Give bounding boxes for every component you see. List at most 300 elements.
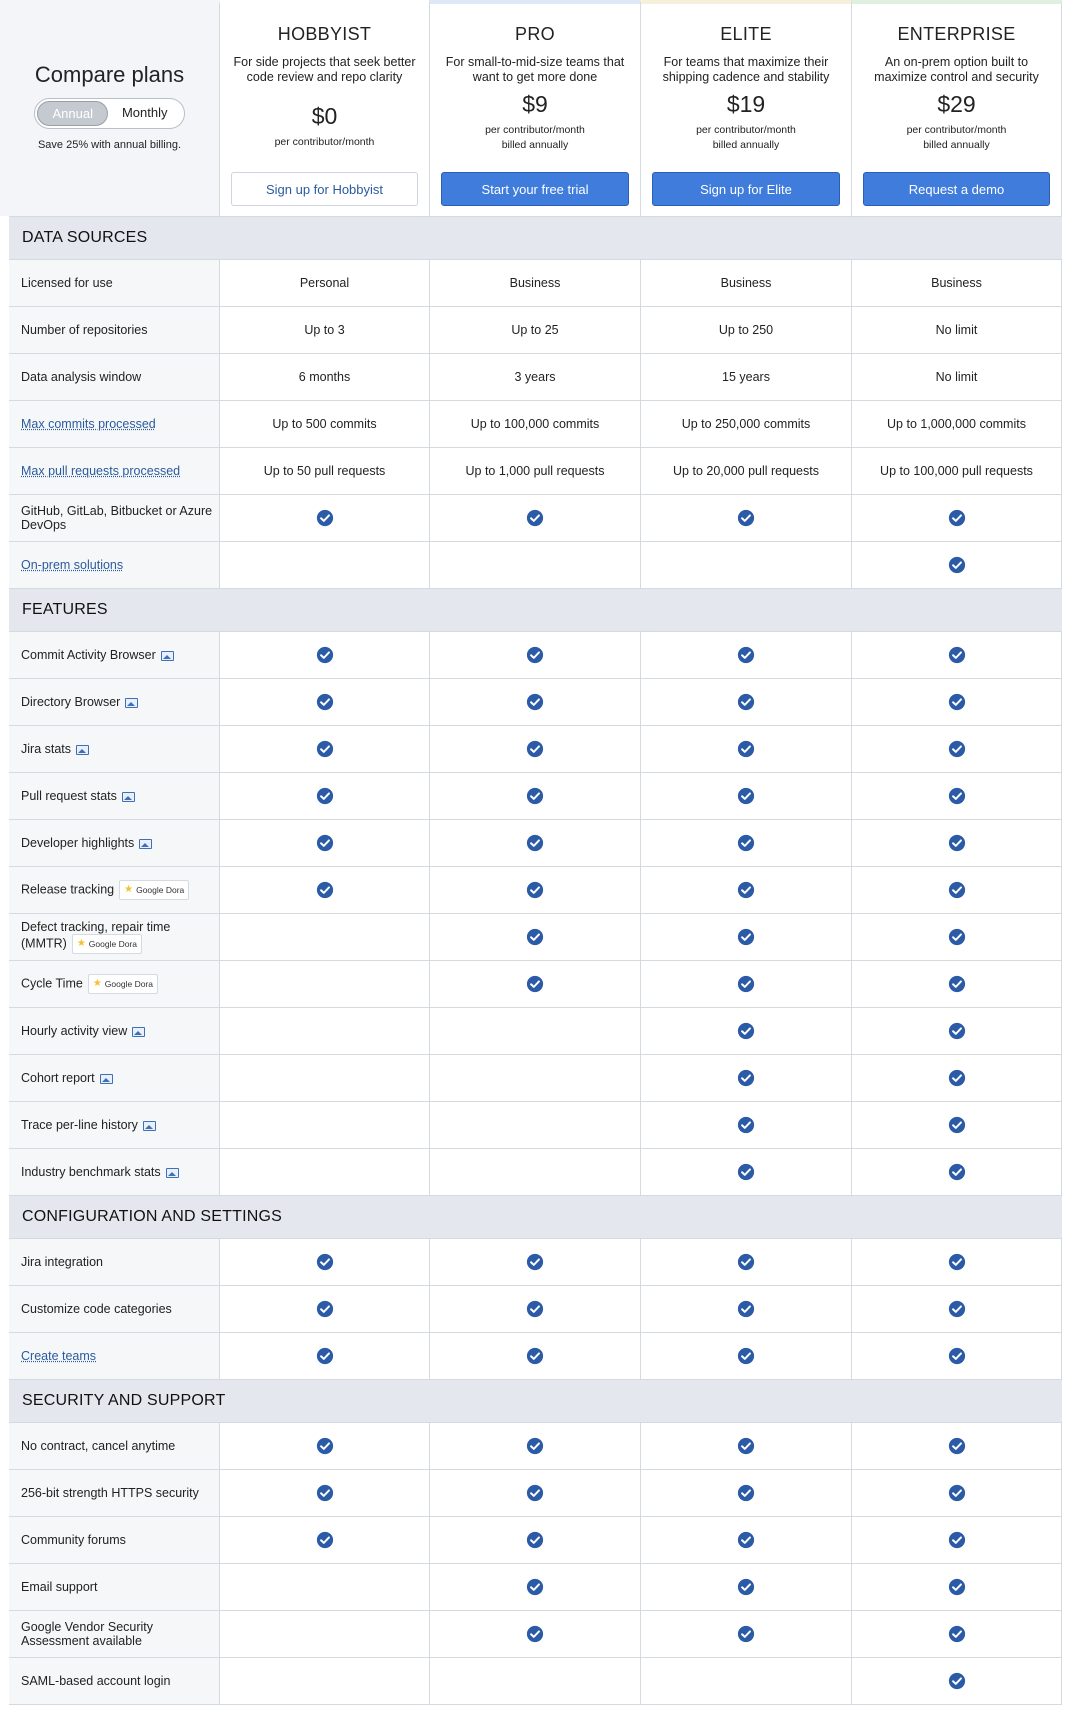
check-icon: [316, 693, 334, 711]
check-icon: [737, 881, 755, 899]
check-cell: [851, 1239, 1062, 1285]
sign-up-elite-button[interactable]: Sign up for Elite: [652, 172, 840, 206]
check-cell: [851, 1658, 1062, 1704]
plan-billed: billed annually: [712, 139, 780, 151]
plan-per-unit: per contributor/month: [485, 124, 585, 136]
empty-cell: [219, 1564, 429, 1610]
row-label[interactable]: [9, 1333, 219, 1379]
check-cell: [219, 726, 429, 772]
check-icon: [526, 1531, 544, 1549]
check-cell: [429, 1286, 640, 1332]
check-icon: [526, 975, 544, 993]
check-cell: [640, 1333, 851, 1379]
check-cell: [851, 1286, 1062, 1332]
row-label: [9, 1470, 219, 1516]
table-row: [9, 1054, 1062, 1101]
empty-cell: [219, 1149, 429, 1195]
check-icon: [948, 509, 966, 527]
plan-elite: [640, 0, 851, 216]
plan-enterprise: [851, 0, 1062, 216]
check-cell: [429, 867, 640, 913]
row-label-text: Defect tracking, repair time (MMTR): [21, 920, 171, 951]
check-icon: [948, 1300, 966, 1318]
table-row: [9, 1657, 1062, 1704]
check-icon: [737, 1116, 755, 1134]
check-cell: [640, 632, 851, 678]
check-cell: [429, 1470, 640, 1516]
table-row: [9, 306, 1062, 353]
check-icon: [948, 556, 966, 574]
table-row: [9, 494, 1062, 541]
check-cell: [851, 1564, 1062, 1610]
check-cell: [429, 1517, 640, 1563]
check-cell: [851, 1470, 1062, 1516]
check-icon: [737, 1300, 755, 1318]
check-cell: [219, 1423, 429, 1469]
check-cell: [851, 495, 1062, 541]
empty-cell: [429, 1008, 640, 1054]
plan-name: ENTERPRISE: [897, 24, 1016, 44]
check-cell: [640, 961, 851, 1007]
image-preview-icon[interactable]: [132, 1027, 145, 1037]
check-cell: [429, 914, 640, 960]
plan-name: ELITE: [720, 24, 772, 44]
check-cell: [851, 1149, 1062, 1195]
star-icon: ★: [124, 884, 134, 895]
row-label-text: Customize code categories: [21, 1302, 172, 1316]
plan-desc: For teams that maximize their shipping cadence and stability: [662, 55, 830, 84]
check-icon: [948, 740, 966, 758]
row-label: [9, 1517, 219, 1563]
empty-cell: [429, 1055, 640, 1101]
row-label: [9, 1055, 219, 1101]
check-icon: [737, 1578, 755, 1596]
check-icon: [737, 928, 755, 946]
row-label: [9, 632, 219, 678]
check-icon: [737, 1437, 755, 1455]
plan-price: $0: [311, 103, 338, 129]
check-cell: [640, 820, 851, 866]
empty-cell: [429, 542, 640, 588]
row-label-text: Release tracking: [21, 882, 115, 897]
check-icon: [316, 881, 334, 899]
row-label: [9, 1564, 219, 1610]
value-cell: Up to 500 commits: [219, 401, 429, 447]
check-cell: [851, 679, 1062, 725]
plan-price: $9: [522, 91, 548, 117]
row-label: [9, 961, 219, 1007]
save-note: Save 25% with annual billing.: [37, 139, 182, 151]
check-cell: [851, 773, 1062, 819]
check-cell: [851, 1611, 1062, 1657]
table-row: [9, 1285, 1062, 1332]
empty-cell: [219, 1008, 429, 1054]
row-label-text: Directory Browser: [21, 695, 121, 709]
table-row: [9, 819, 1062, 866]
check-icon: [526, 1484, 544, 1502]
empty-cell: [219, 961, 429, 1007]
row-label: [9, 307, 219, 353]
row-label-text: Hourly activity view: [21, 1024, 128, 1038]
empty-cell: [219, 1658, 429, 1704]
check-cell: [851, 820, 1062, 866]
check-cell: [219, 1470, 429, 1516]
table-row: [9, 725, 1062, 772]
check-icon: [737, 1069, 755, 1087]
check-cell: [640, 1286, 851, 1332]
row-label: [9, 726, 219, 772]
toggle-annual[interactable]: Annual: [37, 101, 107, 126]
row-label-text: SAML-based account login: [21, 1674, 171, 1688]
row-label-text: Pull request stats: [21, 789, 117, 803]
value-cell: Up to 250: [640, 307, 851, 353]
value-cell: Up to 100,000 pull requests: [851, 448, 1062, 494]
check-cell: [640, 1564, 851, 1610]
check-cell: [219, 1517, 429, 1563]
check-icon: [737, 1531, 755, 1549]
row-label-text: No contract, cancel anytime: [21, 1439, 176, 1453]
plan-per: per contributor/month: [274, 136, 375, 148]
empty-cell: [429, 1102, 640, 1148]
plan-hobbyist: [219, 0, 429, 216]
check-cell: [640, 495, 851, 541]
check-icon: [737, 509, 755, 527]
table-row: [9, 1469, 1062, 1516]
table-row: [9, 1007, 1062, 1054]
image-preview-icon[interactable]: [139, 839, 152, 849]
check-cell: [851, 632, 1062, 678]
check-icon: [948, 1253, 966, 1271]
check-icon: [526, 787, 544, 805]
table-row: [9, 1563, 1062, 1610]
check-icon: [948, 787, 966, 805]
sign-up-hobbyist-button[interactable]: Sign up for Hobbyist: [231, 172, 418, 206]
check-icon: [316, 787, 334, 805]
table-row: [9, 1332, 1062, 1379]
table-row: [9, 1238, 1062, 1285]
row-label: [9, 1658, 219, 1704]
row-label-text: GitHub, GitLab, Bitbucket or Azure DevOps: [21, 504, 213, 532]
row-label: [9, 1149, 219, 1195]
check-cell: [429, 495, 640, 541]
image-preview-icon[interactable]: [76, 745, 89, 755]
google-dora-badge: [88, 974, 158, 994]
check-cell: [640, 914, 851, 960]
check-cell: [640, 773, 851, 819]
check-cell: [640, 1517, 851, 1563]
image-preview-icon[interactable]: [122, 792, 135, 802]
check-icon: [948, 1116, 966, 1134]
check-icon: [316, 1253, 334, 1271]
check-icon: [526, 834, 544, 852]
empty-cell: [640, 542, 851, 588]
value-cell: 6 months: [219, 354, 429, 400]
check-cell: [219, 867, 429, 913]
row-label-text: Trace per-line history: [21, 1118, 138, 1132]
image-preview-icon[interactable]: [161, 651, 174, 661]
check-icon: [948, 881, 966, 899]
check-cell: [851, 1102, 1062, 1148]
google-dora-badge: [119, 880, 189, 900]
table-row: [9, 631, 1062, 678]
empty-cell: [219, 542, 429, 588]
check-cell: [851, 961, 1062, 1007]
check-cell: [429, 773, 640, 819]
value-cell: Up to 20,000 pull requests: [640, 448, 851, 494]
check-icon: [737, 1625, 755, 1643]
check-cell: [219, 1286, 429, 1332]
billing-toggle[interactable]: [34, 98, 184, 129]
check-cell: [219, 632, 429, 678]
empty-cell: [429, 1658, 640, 1704]
check-icon: [316, 1531, 334, 1549]
check-cell: [219, 820, 429, 866]
check-cell: [851, 867, 1062, 913]
check-icon: [737, 693, 755, 711]
google-dora-badge: [72, 934, 142, 954]
row-label: [9, 354, 219, 400]
dora-label: Google Dora: [88, 939, 137, 949]
image-preview-icon[interactable]: [125, 698, 138, 708]
check-icon: [948, 1578, 966, 1596]
check-icon: [737, 740, 755, 758]
table-row: [9, 1422, 1062, 1469]
value-cell: Up to 50 pull requests: [219, 448, 429, 494]
row-label-text: Google Vendor Security Assessment available: [21, 1620, 154, 1648]
plan-price: $19: [726, 91, 766, 117]
check-cell: [640, 1055, 851, 1101]
check-icon: [526, 881, 544, 899]
check-cell: [219, 1239, 429, 1285]
check-icon: [737, 1022, 755, 1040]
check-cell: [640, 1102, 851, 1148]
check-cell: [851, 726, 1062, 772]
check-cell: [851, 1517, 1062, 1563]
check-icon: [526, 1625, 544, 1643]
check-cell: [429, 679, 640, 725]
check-cell: [429, 1611, 640, 1657]
plan-per: [696, 123, 796, 153]
row-label[interactable]: [9, 542, 219, 588]
image-preview-icon[interactable]: [100, 1074, 113, 1084]
check-icon: [316, 509, 334, 527]
row-label-link[interactable]: Max commits processed: [21, 417, 156, 431]
row-label: [9, 1102, 219, 1148]
check-icon: [526, 740, 544, 758]
section-header: FEATURES: [9, 588, 1062, 631]
check-icon: [737, 834, 755, 852]
table-row: [9, 1610, 1062, 1657]
star-icon: ★: [92, 978, 102, 989]
check-icon: [948, 646, 966, 664]
plan-billed: billed annually: [923, 139, 990, 151]
table-row: [9, 913, 1062, 960]
check-icon: [526, 1347, 544, 1365]
value-cell: Up to 3: [219, 307, 429, 353]
table-row: [9, 259, 1062, 306]
check-icon: [948, 975, 966, 993]
plan-billed: billed annually: [501, 139, 569, 151]
row-label-text: Cohort report: [21, 1071, 95, 1085]
check-icon: [948, 1484, 966, 1502]
row-label: [9, 1008, 219, 1054]
check-cell: [640, 867, 851, 913]
check-icon: [316, 1300, 334, 1318]
check-cell: [851, 542, 1062, 588]
row-label-text: 256-bit strength HTTPS security: [21, 1486, 199, 1500]
row-label: [9, 495, 219, 541]
check-icon: [526, 509, 544, 527]
image-preview-icon[interactable]: [166, 1168, 179, 1178]
check-cell: [640, 1008, 851, 1054]
section-header: DATA SOURCES: [9, 216, 1062, 259]
row-label: [9, 260, 219, 306]
row-label: [9, 820, 219, 866]
row-label-link[interactable]: Max pull requests processed: [21, 464, 181, 478]
value-cell: 3 years: [429, 354, 640, 400]
request-demo-button[interactable]: Request a demo: [863, 172, 1050, 206]
plan-per: [907, 123, 1007, 153]
row-label[interactable]: [9, 401, 219, 447]
check-icon: [737, 1484, 755, 1502]
value-cell: Up to 100,000 commits: [429, 401, 640, 447]
check-cell: [851, 914, 1062, 960]
check-icon: [948, 1347, 966, 1365]
check-cell: [851, 1008, 1062, 1054]
row-label: [9, 1423, 219, 1469]
plan-desc: For small-to-mid-size teams that want to get more done: [445, 55, 625, 84]
plan-name: HOBBYIST: [277, 24, 372, 44]
row-label-text: Jira integration: [21, 1255, 103, 1269]
empty-cell: [219, 914, 429, 960]
dora-label: Google Dora: [136, 885, 185, 895]
star-icon: ★: [76, 938, 86, 949]
table-row: [9, 400, 1062, 447]
check-cell: [429, 1423, 640, 1469]
row-label: [9, 1286, 219, 1332]
check-icon: [737, 787, 755, 805]
check-icon: [948, 1625, 966, 1643]
row-label-text: Number of repositories: [21, 323, 148, 337]
value-cell: No limit: [851, 354, 1062, 400]
empty-cell: [429, 1149, 640, 1195]
row-label-text: Cycle Time: [21, 976, 83, 991]
plan-desc: For side projects that seek better code review and repo clarity: [233, 55, 416, 84]
check-cell: [429, 1564, 640, 1610]
check-icon: [948, 1022, 966, 1040]
table-row: [9, 678, 1062, 725]
check-icon: [316, 1437, 334, 1455]
row-label-text: Industry benchmark stats: [21, 1165, 161, 1179]
check-icon: [526, 928, 544, 946]
row-label-text: Jira stats: [21, 742, 72, 756]
row-label-text: Email support: [21, 1580, 98, 1594]
table-row: [9, 541, 1062, 588]
value-cell: No limit: [851, 307, 1062, 353]
check-icon: [737, 975, 755, 993]
image-preview-icon[interactable]: [143, 1121, 156, 1131]
check-cell: [851, 1055, 1062, 1101]
empty-cell: [219, 1611, 429, 1657]
check-cell: [219, 773, 429, 819]
check-cell: [429, 820, 640, 866]
check-cell: [429, 961, 640, 1007]
dora-label: Google Dora: [104, 979, 153, 989]
check-icon: [948, 693, 966, 711]
table-row: [9, 1516, 1062, 1563]
empty-cell: [640, 1658, 851, 1704]
value-cell: Up to 250,000 commits: [640, 401, 851, 447]
row-label: [9, 914, 219, 960]
plan-per-unit: per contributor/month: [906, 124, 1007, 136]
row-label-text: Licensed for use: [21, 276, 113, 290]
plan-name: PRO: [515, 24, 555, 44]
check-icon: [316, 1484, 334, 1502]
value-cell: Personal: [219, 260, 429, 306]
value-cell: Business: [429, 260, 640, 306]
check-icon: [948, 1069, 966, 1087]
check-cell: [219, 679, 429, 725]
row-label-link[interactable]: Create teams: [21, 1349, 97, 1363]
value-cell: Business: [851, 260, 1062, 306]
plan-per: [485, 123, 585, 153]
check-icon: [316, 1347, 334, 1365]
check-icon: [316, 740, 334, 758]
check-cell: [640, 1611, 851, 1657]
check-cell: [640, 1423, 851, 1469]
table-row: [9, 866, 1062, 913]
row-label-link[interactable]: On-prem solutions: [21, 558, 124, 572]
check-icon: [316, 834, 334, 852]
check-cell: [429, 632, 640, 678]
check-cell: [219, 1333, 429, 1379]
comparison-table: [9, 216, 1062, 1705]
check-cell: [640, 726, 851, 772]
start-free-trial-button[interactable]: Start your free trial: [441, 172, 629, 206]
check-icon: [737, 646, 755, 664]
table-row: [9, 960, 1062, 1007]
toggle-monthly[interactable]: Monthly: [121, 105, 168, 120]
value-cell: Up to 25: [429, 307, 640, 353]
value-cell: 15 years: [640, 354, 851, 400]
row-label[interactable]: [9, 448, 219, 494]
row-label-text: Commit Activity Browser: [21, 648, 156, 662]
check-cell: [640, 1239, 851, 1285]
check-icon: [948, 1672, 966, 1690]
compare-panel: [0, 0, 219, 216]
check-icon: [737, 1347, 755, 1365]
check-icon: [526, 1578, 544, 1596]
empty-cell: [219, 1055, 429, 1101]
table-row: [9, 447, 1062, 494]
check-icon: [526, 1300, 544, 1318]
value-cell: Business: [640, 260, 851, 306]
check-icon: [526, 646, 544, 664]
check-cell: [851, 1333, 1062, 1379]
check-icon: [948, 1163, 966, 1181]
empty-cell: [219, 1102, 429, 1148]
check-icon: [526, 1437, 544, 1455]
table-row: [9, 353, 1062, 400]
check-icon: [737, 1163, 755, 1181]
check-icon: [948, 1531, 966, 1549]
check-icon: [948, 1437, 966, 1455]
check-icon: [948, 834, 966, 852]
row-label-text: Data analysis window: [21, 370, 142, 384]
row-label: [9, 679, 219, 725]
plan-pro: [429, 0, 640, 216]
check-cell: [640, 1470, 851, 1516]
